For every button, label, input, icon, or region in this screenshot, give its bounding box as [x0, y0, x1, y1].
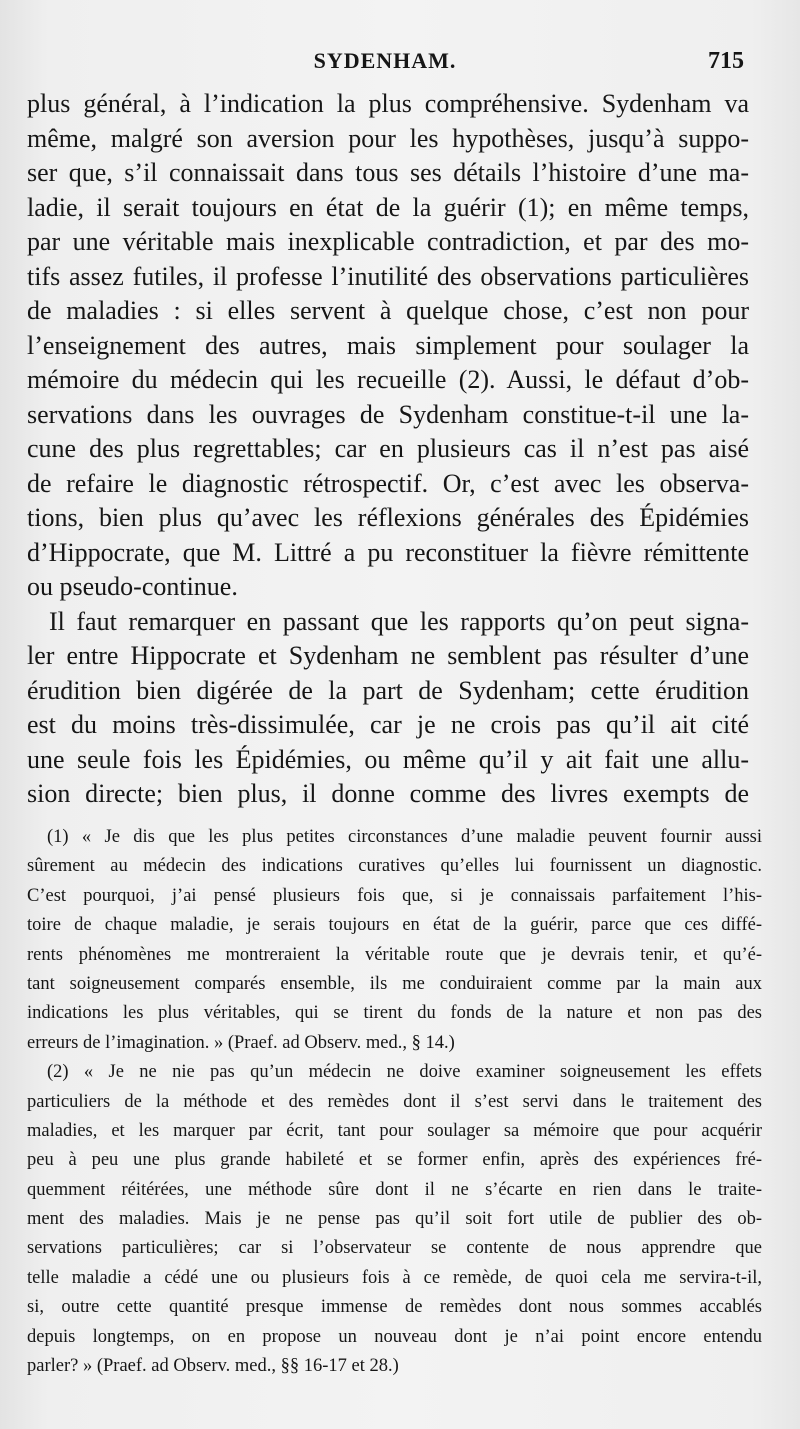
footnote-line: sûrement au médecin des indications curatives qu’elles lui fournissent un diagnostic. [27, 856, 762, 877]
text-line: une seule fois les Épidémies, ou même qu’il y ait fait une allu- [27, 744, 749, 774]
footnote-line: depuis longtemps, on en propose un nouveau dont je n’ai point encore entendu [27, 1326, 762, 1347]
footnote-line: servations particulières; car si l’observateur se contente de nous apprendre que [27, 1238, 762, 1259]
footnote-line: peu à peu une plus grande habileté et se former enfin, après des expériences fré- [27, 1150, 762, 1171]
text-line: tifs assez futiles, il professe l’inutilité des observations particulières [27, 261, 749, 291]
text-line: est du moins très-dissimulée, car je ne crois pas qu’il ait cité [27, 710, 749, 739]
footnotes [27, 823, 762, 1381]
footnote-line: erreurs de l’imagination. » (Praef. ad Observ. med., § 14.) [27, 1032, 455, 1053]
footnote-line: tant soigneusement comparés ensemble, ils me conduiraient comme par la main aux [27, 973, 762, 994]
text-line: ladie, il serait toujours en état de la guérir (1); en même temps, [27, 192, 749, 222]
text-line: cune des plus regrettables; car en plusieurs cas il n’est pas aisé [27, 434, 749, 463]
footnote-line: particuliers de la méthode et des remèdes dont il s’est servi dans le traitement des [27, 1091, 762, 1112]
footnote-line: si, outre cette quantité presque immense de remèdes dont nous sommes accablés [27, 1297, 762, 1318]
text-line: l’enseignement des autres, mais simplement pour soulager la [27, 330, 749, 360]
footnote-line: (2) « Je ne nie pas qu’un médecin ne doive examiner soigneusement les effets [47, 1062, 762, 1083]
text-line: ler entre Hippocrate et Sydenham ne semblent pas résulter d’une [27, 641, 749, 670]
text-line: de refaire le diagnostic rétrospectif. Or, c’est avec les observa- [27, 468, 749, 498]
text-line: plus général, à l’indication la plus compréhensive. Sydenham va [27, 89, 749, 118]
footnote-line: maladies, et les marquer par écrit, tant pour soulager sa mémoire que pour acquérir [27, 1120, 762, 1141]
page-number: 715 [708, 48, 744, 74]
footnote-line: parler? » (Praef. ad Observ. med., §§ 16-17 et 28.) [27, 1356, 399, 1377]
text-line: ser que, s’il connaissait dans tous ses détails l’histoire d’une ma- [27, 158, 749, 187]
text-line: tions, bien plus qu’avec les réflexions générales des Épidémies [27, 503, 749, 532]
text-line: de maladies : si elles servent à quelque chose, c’est non pour [27, 296, 749, 325]
main-text [27, 87, 749, 812]
running-head: SYDENHAM. [313, 48, 457, 73]
footnote-line: indications les plus véritables, qui se tirent du fonds de la nature et non pas des [27, 1003, 762, 1024]
footnote-line: toire de chaque maladie, je serais toujours en état de la guérir, parce que ces diffé- [27, 915, 762, 936]
text-line: Il faut remarquer en passant que les rapports qu’on peut signa- [49, 606, 749, 636]
footnote-line: rents phénomènes me montreraient la véritable route que je devrais tenir, et qu’é- [27, 944, 762, 965]
footnote-line: ment des maladies. Mais je ne pense pas qu’il soit fort utile de publier des ob- [27, 1209, 762, 1230]
page-header [20, 48, 750, 80]
footnote-line: telle maladie a cédé une ou plusieurs fois à ce remède, de quoi cela me servira-t-il, [27, 1267, 762, 1288]
text-line: sion directe; bien plus, il donne comme des livres exempts de [27, 779, 749, 808]
text-line: mémoire du médecin qui les recueille (2). Aussi, le défaut d’ob- [27, 365, 749, 394]
text-line: érudition bien digérée de la part de Sydenham; cette érudition [27, 675, 749, 705]
text-line: d’Hippocrate, que M. Littré a pu reconstituer la fièvre rémittente [27, 537, 749, 567]
text-line: par une véritable mais inexplicable contradiction, et par des mo- [27, 227, 749, 256]
text-line: ou pseudo-continue. [27, 572, 238, 601]
footnote-line: quemment réitérées, une méthode sûre dont il ne s’écarte en rien dans le traite- [27, 1179, 762, 1200]
footnote-line: (1) « Je dis que les plus petites circonstances d’une maladie peuvent fournir aussi [47, 827, 762, 847]
text-line: servations dans les ouvrages de Sydenham constitue-t-il une la- [27, 399, 749, 429]
text-line: même, malgré son aversion pour les hypothèses, jusqu’à suppo- [27, 123, 749, 153]
footnote-line: C’est pourquoi, j’ai pensé plusieurs fois que, si je connaissais parfaitement l’his- [27, 885, 762, 906]
